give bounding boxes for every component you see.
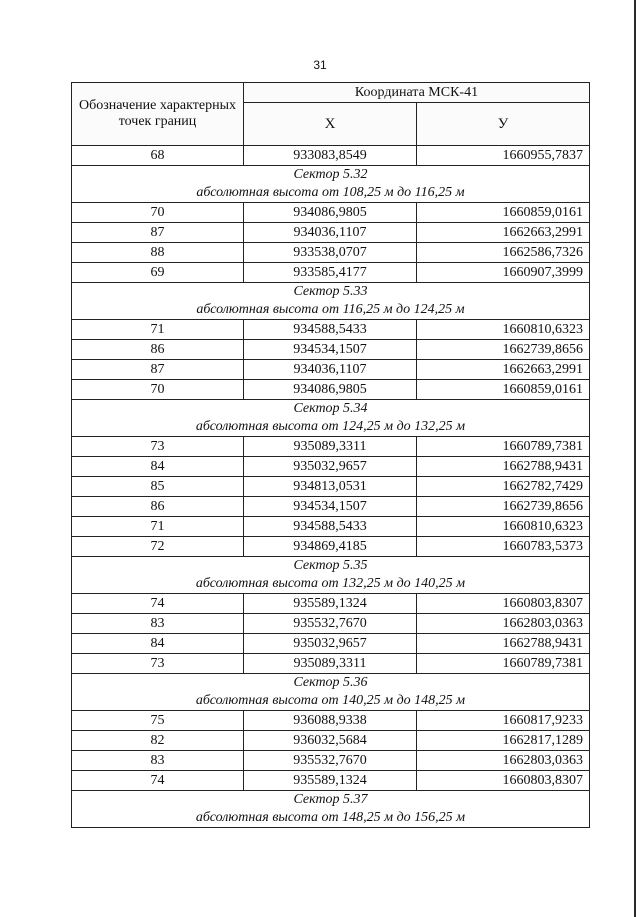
sector-range-row [72,575,590,594]
coord-y: 1660859,0161 [417,380,590,400]
point-number: 86 [72,497,244,517]
coord-y: 1662739,8656 [417,340,590,360]
coord-y: 1660803,8307 [417,594,590,614]
point-number: 70 [72,380,244,400]
point-number: 73 [72,437,244,457]
coord-x: 935589,1324 [244,771,417,791]
sector-altitude-range: абсолютная высота от 140,25 м до 148,25 м [72,692,590,711]
sector-range-row [72,692,590,711]
coord-y: 1662788,9431 [417,634,590,654]
sector-altitude-range: абсолютная высота от 124,25 м до 132,25 м [72,418,590,437]
coord-x: 934813,0531 [244,477,417,497]
sector-title: Сектор 5.32 [72,166,590,185]
sector-title: Сектор 5.34 [72,400,590,419]
coord-x: 935589,1324 [244,594,417,614]
coord-x: 934588,5433 [244,517,417,537]
coord-y: 1662817,1289 [417,731,590,751]
table-body [72,146,590,828]
table-row [72,437,590,457]
point-number: 84 [72,457,244,477]
sector-title: Сектор 5.35 [72,557,590,576]
table-row [72,497,590,517]
coord-x: 933538,0707 [244,243,417,263]
sector-range-row [72,809,590,828]
coord-y: 1660955,7837 [417,146,590,166]
sector-title: Сектор 5.33 [72,283,590,302]
sector-title-row [72,283,590,302]
table-row [72,634,590,654]
point-number: 87 [72,223,244,243]
table-row [72,203,590,223]
header-designation: Обозначение характерных точек границ [72,83,244,146]
point-number: 69 [72,263,244,283]
table-row [72,223,590,243]
table-row [72,360,590,380]
sector-altitude-range: абсолютная высота от 116,25 м до 124,25 м [72,301,590,320]
point-number: 74 [72,771,244,791]
table-row [72,320,590,340]
coord-x: 935089,3311 [244,654,417,674]
coord-y: 1660907,3999 [417,263,590,283]
coord-y: 1660789,7381 [417,654,590,674]
table-row [72,731,590,751]
coord-y: 1662782,7429 [417,477,590,497]
coord-y: 1660803,8307 [417,771,590,791]
point-number: 71 [72,517,244,537]
sector-title-row [72,166,590,185]
coordinates-table [71,82,590,828]
coord-y: 1660810,6323 [417,320,590,340]
sector-title: Сектор 5.37 [72,791,590,810]
table-row [72,380,590,400]
point-number: 88 [72,243,244,263]
coord-y: 1662803,0363 [417,751,590,771]
coord-x: 936032,5684 [244,731,417,751]
coord-x: 935532,7670 [244,614,417,634]
header-y [417,103,590,146]
coord-y: 1662663,2991 [417,360,590,380]
point-number: 86 [72,340,244,360]
sector-title-row [72,791,590,810]
coord-y: 1662803,0363 [417,614,590,634]
point-number: 84 [72,634,244,654]
coord-x: 933083,8549 [244,146,417,166]
table-row [72,146,590,166]
point-number: 68 [72,146,244,166]
table-row [72,263,590,283]
coord-y: 1660810,6323 [417,517,590,537]
sector-title: Сектор 5.36 [72,674,590,693]
coord-x: 935032,9657 [244,457,417,477]
coord-y: 1660789,7381 [417,437,590,457]
sector-title-row [72,400,590,419]
point-number: 75 [72,711,244,731]
sector-altitude-range: абсолютная высота от 148,25 м до 156,25 м [72,809,590,828]
sector-title-row [72,557,590,576]
point-number: 71 [72,320,244,340]
point-number: 83 [72,751,244,771]
sector-range-row [72,301,590,320]
table-row [72,243,590,263]
table-row [72,711,590,731]
table-row [72,751,590,771]
sector-altitude-range: абсолютная высота от 132,25 м до 140,25 м [72,575,590,594]
point-number: 72 [72,537,244,557]
point-number: 73 [72,654,244,674]
coord-x: 935089,3311 [244,437,417,457]
table-row [72,614,590,634]
coord-y: 1662739,8656 [417,497,590,517]
sector-altitude-range: абсолютная высота от 108,25 м до 116,25 м [72,184,590,203]
page-number: 31 [313,58,327,72]
coord-x: 934869,4185 [244,537,417,557]
header-coord-system: Координата МСК-41 [244,83,590,103]
coord-x: 934086,9805 [244,380,417,400]
coord-x: 934534,1507 [244,340,417,360]
coord-x: 936088,9338 [244,711,417,731]
coord-y: 1662663,2991 [417,223,590,243]
table-row [72,594,590,614]
coord-y: 1662788,9431 [417,457,590,477]
table-row [72,457,590,477]
coord-x: 934036,1107 [244,223,417,243]
coord-y: 1660783,5373 [417,537,590,557]
point-number: 83 [72,614,244,634]
coord-x: 934588,5433 [244,320,417,340]
header-x [244,103,417,146]
page-edge [634,0,636,917]
coord-y: 1660859,0161 [417,203,590,223]
table-row [72,771,590,791]
coord-x: 935032,9657 [244,634,417,654]
table-row [72,517,590,537]
header-x-label: X [324,115,336,132]
sector-title-row [72,674,590,693]
point-number: 82 [72,731,244,751]
header-y-label: У [497,115,509,132]
coord-x: 934086,9805 [244,203,417,223]
table-row [72,537,590,557]
point-number: 70 [72,203,244,223]
coord-x: 935532,7670 [244,751,417,771]
sector-range-row [72,184,590,203]
sector-range-row [72,418,590,437]
coord-x: 933585,4177 [244,263,417,283]
coord-x: 934534,1507 [244,497,417,517]
table-row [72,654,590,674]
table-row [72,340,590,360]
coord-y: 1660817,9233 [417,711,590,731]
table-row [72,477,590,497]
point-number: 87 [72,360,244,380]
coord-x: 934036,1107 [244,360,417,380]
point-number: 74 [72,594,244,614]
point-number: 85 [72,477,244,497]
coord-y: 1662586,7326 [417,243,590,263]
